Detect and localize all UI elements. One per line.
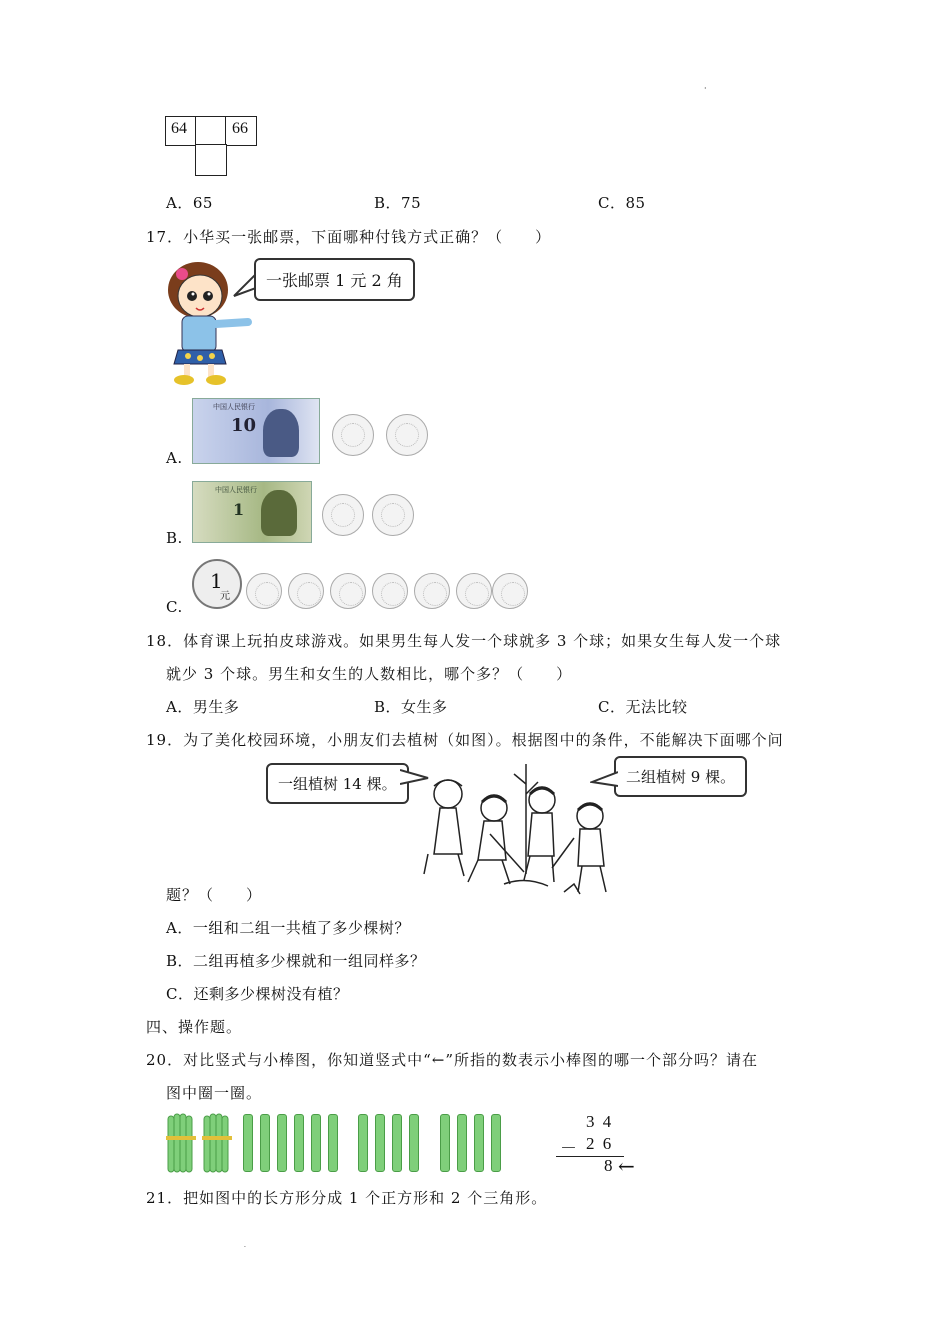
group1-bubble: 一组植树 14 棵。 — [266, 763, 409, 804]
q17-option-a: A. — [166, 449, 183, 467]
q18-line2: 就少 3 个球。男生和女生的人数相比，哪个多？（ ） — [166, 665, 573, 683]
stick — [491, 1114, 501, 1172]
group2-bubble: 二组植树 9 棵。 — [614, 756, 747, 797]
stick — [358, 1114, 368, 1172]
stick — [260, 1114, 270, 1172]
note-a-header: 中国人民银行 — [213, 403, 255, 411]
q18-option-a: A．男生多 — [166, 698, 240, 716]
q19-line2: 题？（ ） — [166, 886, 263, 904]
minus-sign: － — [560, 1139, 577, 1158]
coin-icon — [372, 573, 408, 609]
note-a-value: 10 — [231, 415, 257, 436]
q18-option-c: C．无法比较 — [598, 698, 688, 716]
portrait-icon — [261, 490, 297, 536]
subtrahend: 2 6 — [586, 1134, 614, 1153]
q19-option-c: C．还剩多少棵树没有植？ — [166, 985, 349, 1003]
cell-bottom — [195, 144, 227, 176]
cell-right-value: 66 — [232, 120, 248, 137]
stick — [392, 1114, 402, 1172]
q16-option-b: B．75 — [374, 194, 422, 212]
stick — [440, 1114, 450, 1172]
coin-icon — [492, 573, 528, 609]
q19-line1: 19．为了美化校园环境，小朋友们去植树（如图）。根据图中的条件，不能解决下面哪个问 — [146, 731, 784, 749]
stick — [328, 1114, 338, 1172]
stick — [243, 1114, 253, 1172]
coin-icon — [332, 414, 374, 456]
q17-question: 17．小华买一张邮票，下面哪种付钱方式正确？（ ） — [146, 228, 552, 246]
q17-option-c: C. — [166, 598, 183, 616]
q16-option-c: C．85 — [598, 194, 646, 212]
stick — [409, 1114, 419, 1172]
stick — [311, 1114, 321, 1172]
portrait-icon — [263, 409, 299, 457]
coin-icon — [456, 573, 492, 609]
cell-left-value: 64 — [171, 120, 187, 137]
difference: 8 — [604, 1156, 613, 1175]
stick-bundle-icon — [164, 1112, 200, 1174]
q18-option-b: B．女生多 — [374, 698, 448, 716]
q20-line2: 图中圈一圈。 — [166, 1084, 263, 1102]
stick — [457, 1114, 467, 1172]
stamp-price-bubble: 一张邮票 1 元 2 角 — [254, 258, 415, 301]
coin-c-value: 1 — [210, 569, 223, 593]
q17-option-b: B. — [166, 529, 183, 547]
stick-bundle-icon — [200, 1112, 236, 1174]
coin-icon — [322, 494, 364, 536]
q20-line1: 20．对比竖式与小棒图，你知道竖式中“←”所指的数表示小棒图的哪一个部分吗？请在 — [146, 1051, 758, 1069]
q19-option-a: A．一组和二组一共植了多少棵树？ — [166, 919, 410, 937]
left-arrow-icon: ← — [618, 1154, 635, 1178]
q19-option-b: B．二组再植多少棵就和一组同样多？ — [166, 952, 426, 970]
stick — [294, 1114, 304, 1172]
q21-line1: 21．把如图中的长方形分成 1 个正方形和 2 个三角形。 — [146, 1189, 548, 1207]
section-title: 四、操作题。 — [146, 1018, 243, 1036]
coin-c-unit: 元 — [220, 591, 230, 602]
coin-icon — [288, 573, 324, 609]
one-yuan-coin — [192, 559, 242, 609]
children-planting-illustration — [414, 764, 624, 900]
minuend: 3 4 — [586, 1112, 614, 1131]
coin-icon — [414, 573, 450, 609]
equals-line — [556, 1156, 624, 1157]
note-b-header: 中国人民银行 — [215, 486, 257, 494]
one-yuan-note — [192, 481, 312, 543]
q16-option-a: A．65 — [166, 194, 213, 212]
q18-line1: 18．体育课上玩拍皮球游戏。如果男生每人发一个球就多 3 个球；如果女生每人发一个球 — [146, 632, 782, 650]
note-b-value: 1 — [233, 500, 245, 519]
coin-icon — [386, 414, 428, 456]
ten-yuan-note — [192, 398, 320, 464]
stick — [277, 1114, 287, 1172]
coin-icon — [246, 573, 282, 609]
stick — [375, 1114, 385, 1172]
coin-icon — [372, 494, 414, 536]
stick — [474, 1114, 484, 1172]
cell-empty-top — [195, 116, 227, 146]
coin-icon — [330, 573, 366, 609]
